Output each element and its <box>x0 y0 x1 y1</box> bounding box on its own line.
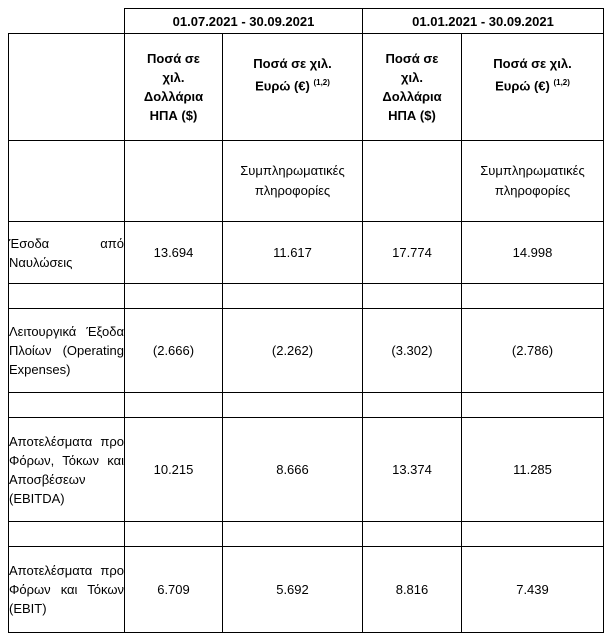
ytd-eur-value: 7.439 <box>462 547 604 633</box>
usd-header-line4: ΗΠΑ ($) <box>388 108 436 123</box>
ytd-eur-value: 11.285 <box>462 418 604 522</box>
usd-header-line2: χιλ. <box>162 70 185 85</box>
period-ytd-header: 01.01.2021 - 30.09.2021 <box>363 9 604 34</box>
ytd-supplementary-note <box>462 141 604 222</box>
q3-usd-value: 10.215 <box>125 418 223 522</box>
q3-eur-header <box>223 34 363 141</box>
usd-header-line1: Ποσά σε <box>385 51 439 66</box>
q3-eur-value: 5.692 <box>223 547 363 633</box>
supplementary-line1: Συμπληρωματικές <box>480 163 585 178</box>
spacer-row <box>9 393 604 418</box>
empty-corner-cell <box>9 9 125 34</box>
usd-header-line2: χιλ. <box>401 70 423 85</box>
table-row <box>9 418 604 522</box>
ytd-usd-value: 17.774 <box>363 222 462 284</box>
ytd-usd-header <box>363 34 462 141</box>
row-label: Αποτελέσματα προ Φόρων και Τόκων (EBIT) <box>9 547 125 633</box>
q3-usd-header <box>125 34 223 141</box>
ytd-eur-value: 14.998 <box>462 222 604 284</box>
spacer-row <box>9 522 604 547</box>
table-row <box>9 309 604 393</box>
eur-header-line1: Ποσά σε χιλ. <box>253 56 332 71</box>
empty-cell <box>125 141 223 222</box>
empty-cell <box>363 141 462 222</box>
ytd-usd-value: 13.374 <box>363 418 462 522</box>
empty-cell <box>9 141 125 222</box>
eur-header-line2: Ευρώ (€) <box>495 78 550 94</box>
q3-usd-value: (2.666) <box>125 309 223 393</box>
ytd-usd-value: 8.816 <box>363 547 462 633</box>
financial-table <box>8 8 604 633</box>
eur-header-line2: Ευρώ (€) <box>255 78 310 94</box>
row-label: Αποτελέσματα προ Φόρων, Τόκων και Αποσβέσεων (EBITDA) <box>9 418 125 522</box>
supplementary-row <box>9 141 604 222</box>
eur-footnote-ref: (1,2) <box>313 78 330 87</box>
supplementary-line1: Συμπληρωματικές <box>240 163 345 178</box>
period-q3-header: 01.07.2021 - 30.09.2021 <box>125 9 363 34</box>
period-header-row <box>9 9 604 34</box>
q3-usd-value: 6.709 <box>125 547 223 633</box>
spacer-row <box>9 284 604 309</box>
empty-label-header-cell <box>9 34 125 141</box>
row-label: Έσοδα από Ναυλώσεις <box>9 222 125 284</box>
usd-header-line3: Δολλάρια <box>382 89 442 104</box>
eur-footnote-ref: (1,2) <box>553 78 570 87</box>
row-label: Λειτουργικά Έξοδα Πλοίων (Operating Expenses) <box>9 309 125 393</box>
q3-eur-value: 11.617 <box>223 222 363 284</box>
q3-eur-value: 8.666 <box>223 418 363 522</box>
table-row <box>9 222 604 284</box>
ytd-eur-header <box>462 34 604 141</box>
usd-header-line4: ΗΠΑ ($) <box>149 108 198 123</box>
currency-header-row <box>9 34 604 141</box>
eur-header-line1: Ποσά σε χιλ. <box>493 56 572 71</box>
ytd-eur-value: (2.786) <box>462 309 604 393</box>
supplementary-line2: πληροφορίες <box>254 183 331 198</box>
table-row <box>9 547 604 633</box>
q3-eur-value: (2.262) <box>223 309 363 393</box>
usd-header-line1: Ποσά σε <box>147 51 200 66</box>
q3-supplementary-note <box>223 141 363 222</box>
q3-usd-value: 13.694 <box>125 222 223 284</box>
usd-header-line3: Δολλάρια <box>143 89 204 104</box>
ytd-usd-value: (3.302) <box>363 309 462 393</box>
supplementary-line2: πληροφορίες <box>494 183 571 198</box>
